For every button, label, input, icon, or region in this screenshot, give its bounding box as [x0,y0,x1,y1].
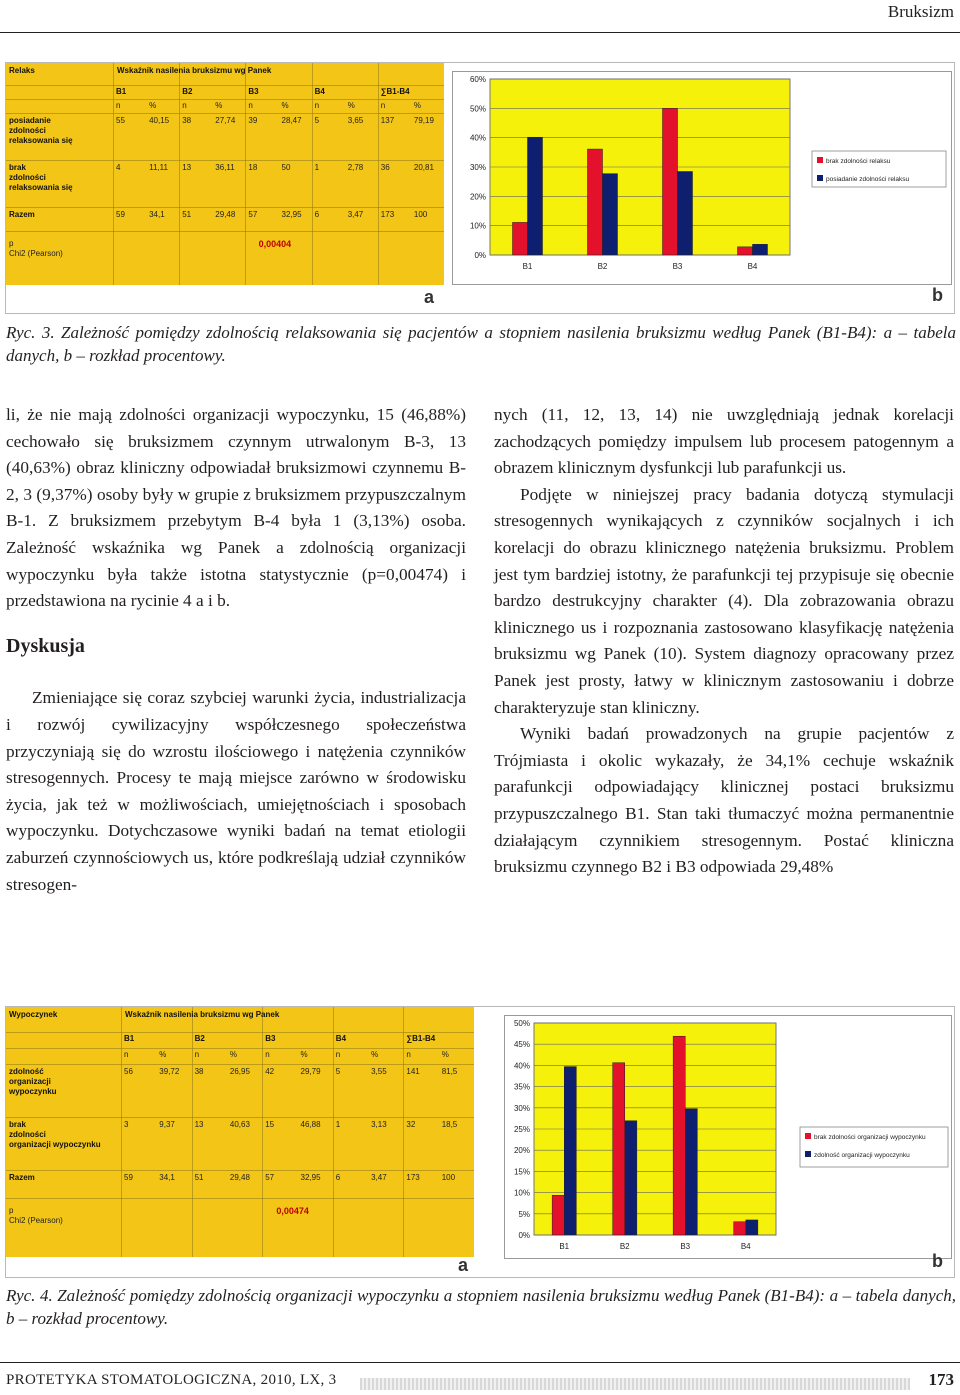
x-tick-label: B4 [747,262,758,271]
table-subheader: % [413,101,422,110]
fig3-caption: Ryc. 3. Zależność pomiędzy zdolnością relaksowania się pacjentów a stopniem nasilenia bruksizmu według Panek (B1-B4): a – tabela danych, b – rozkład procentowy. [6,323,956,365]
table-cell: 9,37 [159,1120,175,1129]
table-subheader: n [182,101,187,110]
y-tick-label: 10% [469,221,486,231]
table-cell: 18 [248,163,258,172]
y-tick-label: 60% [469,75,486,84]
table-cell: 34,1 [149,210,165,219]
table-subheader: n [406,1050,411,1059]
table-cell: 3,65 [347,116,364,125]
table-cell: 36 [380,163,390,172]
left-column [6,402,466,898]
table-cell: 40,15 [149,116,170,125]
table-cell: 6 [335,1173,341,1182]
right-paragraph-3: Wyniki badań prowadzonych na grupie pacjentów z Trójmiasta i okolic wykazały, że 34,1% cechuje wskaźnik parafunkcji odpowiadający klinicznej postaci bruksizmu przypuszczalnego B1. Stan taki tłumaczyć można permanentnie działającym czynnikiem stresogennym. Postać kliniczna bruksizmu czynnego B2 i B3 odpowiada 29,48% [494,724,954,877]
table-subheader: % [215,101,223,110]
table-cell: 3,13 [371,1120,387,1129]
table-cell: 11,11 [149,163,168,172]
table-cell: 79,19 [413,116,434,125]
x-tick-label: B2 [619,1242,630,1251]
table-cell: 18,5 [441,1120,458,1129]
table-subheader: % [441,1050,449,1059]
page-number: 173 [928,1370,954,1389]
figure-4 [5,1006,955,1278]
table-row-label: zdolności [9,1130,46,1139]
table-row-label: relaksowania się [9,183,73,192]
table-cell: 57 [248,210,258,219]
table-group-header: B1 [124,1034,135,1043]
y-tick-label: 40% [513,1061,530,1071]
fig4-caption: Ryc. 4. Zależność pomiędzy zdolnością organizacji wypoczynku a stopniem nasilenia bruksizmu według Panek (B1-B4): a – tabela danych, b – rozkład procentowy. [6,1286,956,1328]
table-cell: 5 [314,116,320,125]
table-group-header: B1 [116,87,127,96]
y-tick-label: 25% [513,1125,530,1134]
table-cell: 32,95 [281,210,302,219]
table-gridline [192,1007,193,1257]
table-subheader: % [347,101,355,110]
table-row-label: wypoczynku [9,1087,57,1096]
table-cell: 28,47 [281,116,302,125]
table-title: Wskaźnik nasilenia bruksizmu wg Panek [117,66,272,75]
header-rule [0,32,960,33]
table-cell: 32 [406,1120,416,1129]
table-cell: 4 [116,163,121,172]
table-cell: 51 [182,210,192,219]
table-cell: 59 [116,210,125,219]
table-cell: 34,1 [159,1173,175,1182]
table-stat-p-label: p [9,1206,14,1215]
table-cell: 3 [124,1120,129,1129]
table-cell: 20,81 [413,163,434,172]
table-subheader: % [159,1050,167,1059]
table-row-label: brak [9,1120,26,1129]
table-row-label: organizacji wypoczynku [9,1140,101,1149]
table-subheader: n [194,1050,200,1059]
table-cell: 2,78 [347,163,364,172]
fig4-chart [504,1015,952,1259]
table-corner-label: Wypoczynek [9,1010,58,1019]
table-gridline [179,63,180,285]
table-cell: 141 [406,1067,420,1076]
table-row-label: Razem [9,210,35,219]
table-cell: 173 [380,210,395,219]
table-subheader: n [335,1050,341,1059]
table-cell: 50 [281,163,291,172]
table-subheader: n [124,1050,129,1059]
table-cell: 15 [265,1120,275,1129]
table-cell: 100 [441,1173,456,1182]
table-cell: 13 [182,163,192,172]
x-tick-label: B3 [672,262,683,271]
table-cell: 59 [124,1173,133,1182]
table-cell: 26,95 [229,1067,250,1076]
table-gridline [333,1007,334,1257]
table-gridline [113,63,114,285]
footer-rule [0,1362,960,1363]
table-cell: 81,5 [441,1067,458,1076]
table-p-value: 0,00474 [276,1206,309,1216]
table-subheader: % [371,1050,379,1059]
x-tick-label: B3 [680,1242,691,1251]
table-row-label: zdolności [9,173,46,182]
table-group-header: ∑B1-B4 [380,87,410,96]
x-tick-label: B2 [597,262,608,271]
table-group-header: ∑B1-B4 [406,1034,436,1043]
table-group-header: B3 [265,1034,276,1043]
table-gridline [245,63,246,285]
table-cell: 29,48 [215,210,236,219]
table-subheader: n [314,101,320,110]
y-tick-label: 5% [518,1209,530,1219]
table-cell: 56 [124,1067,133,1076]
y-tick-label: 15% [513,1167,530,1177]
figure-3 [5,62,955,314]
table-cell: 46,88 [300,1120,321,1129]
table-cell: 27,74 [215,116,236,125]
fig4-data-table [6,1007,474,1257]
y-tick-label: 0% [474,251,486,260]
x-tick-label: B4 [740,1242,751,1251]
y-tick-label: 45% [513,1040,530,1050]
table-cell: 1 [314,163,320,172]
table-cell: 36,11 [215,163,235,172]
left-paragraph-1: li, że nie mają zdolności organizacji wypoczynku, 15 (46,88%) cechowało się bruksizmem czynnym utrwalonym B-3, 13 (40,63%) obraz kliniczny odpowiadał bruksizmowi czynnemu B-2, 3 (9,37%) osoby były w grupie z bruksizmem przypuszczalnym B-1. Z bruksizmem przebytym B-4 była 1 (3,13%) osoba. Zależność wskaźnika wg Panek a zdolnością organizacji wypoczynku była także istotna statystycznie (p=0,00474) i przedstawiona na rycinie 4 a i b. [6,405,466,611]
table-cell: 39,72 [159,1067,180,1076]
table-stat-label: Chi2 (Pearson) [9,1216,63,1225]
table-cell: 40,63 [229,1120,250,1129]
fig4-panel-b-label: b [932,1251,943,1271]
table-cell: 38 [194,1067,204,1076]
table-subheader: % [300,1050,308,1059]
legend-label: brak zdolności organizacji wypoczynku [814,1134,926,1141]
table-stat-p-label: p [9,239,14,248]
y-tick-label: 20% [513,1146,530,1156]
y-tick-label: 35% [513,1082,530,1092]
table-cell: 51 [194,1173,204,1182]
table-cell: 6 [314,210,320,219]
table-row-label: posiadanie [9,116,51,125]
table-row-label: brak [9,163,26,172]
right-column [494,402,954,881]
table-gridline [312,63,313,285]
x-tick-label: B1 [559,1242,570,1251]
section-heading-dyskusja: Dyskusja [6,634,85,657]
table-group-header: B3 [248,87,259,96]
table-cell: 1 [335,1120,341,1129]
fig3-panel-b-label: b [932,285,943,305]
table-subheader: % [229,1050,238,1059]
table-row-label: relaksowania się [9,136,73,145]
table-group-header: B2 [182,87,193,96]
table-row-label: zdolności [9,126,46,135]
table-group-header: B4 [335,1034,347,1043]
table-p-value: 0,00404 [258,239,292,249]
fig3-chart-frame [452,71,952,285]
y-tick-label: 30% [469,163,486,172]
table-cell: 29,79 [300,1067,321,1076]
right-paragraph-2: Podjęte w niniejszej pracy badania dotyczą stymulacji stresogennych wynikających z czynników socjalnych i ich korelacji do obrazu klinicznego natężenia bruksizmu. Problem jest tym bardziej istotny, że parafunkcji tej przypisuje się obecnie bardzo destrukcyjny charakter (4). Dla zobrazowania obrazu klinicznego us i rozpoznania zastosowano klasyfikację natężenia bruksizmu wg Panek (10). System diagnozy opracowany przez Panek jest prosty, łatwy w klinicznym zastosowaniu i dobrze charakteryzuje stan kliniczny. [494,484,954,717]
table-group-header: B4 [314,87,325,96]
x-tick-label: B1 [522,262,533,271]
table-cell: 13 [194,1120,204,1129]
table-group-header: B2 [194,1034,205,1043]
y-tick-label: 50% [513,1019,530,1028]
table-row-label: zdolność [9,1067,44,1076]
table-cell: 137 [380,116,395,125]
fig4-chart-frame [504,1015,952,1259]
fig3-chart [452,71,952,285]
right-paragraph-1: nych (11, 12, 13, 14) nie uwzględniają jednak korelacji zachodzących pomiędzy impulsem lub procesem patogennym a obrazem klinicznym dysfunkcji lub parafunkcji us. [494,405,954,478]
table-cell: 3,55 [371,1067,387,1076]
table-gridline [378,63,379,285]
journal-citation: PROTETYKA STOMATOLOGICZNA, 2010, LX, 3 [6,1372,337,1388]
fig3-data-table [6,63,444,285]
legend-label: posiadanie zdolności relaksu [826,176,910,183]
table-row-label: organizacji [9,1077,51,1086]
table-cell: 173 [406,1173,420,1182]
table-gridline [262,1007,263,1257]
footer-decoration [360,1378,910,1390]
fig3-panel-a-label: a [424,287,435,307]
table-cell: 55 [116,116,125,125]
table-cell: 42 [265,1067,275,1076]
legend-label: zdolność organizacji wypoczynku [814,1152,910,1159]
table-stat-label: Chi2 (Pearson) [9,249,63,258]
table-subheader: % [149,101,157,110]
running-title: Bruksizm [887,2,954,21]
y-tick-label: 50% [469,104,486,114]
table-gridline [121,1007,122,1257]
y-tick-label: 10% [513,1188,530,1198]
table-cell: 57 [265,1173,275,1182]
table-cell: 38 [182,116,192,125]
y-tick-label: 40% [469,133,486,143]
table-cell: 5 [335,1067,341,1076]
table-row-label: Razem [9,1173,35,1182]
legend-label: brak zdolności relaksu [826,158,891,165]
table-cell: 3,47 [371,1173,387,1182]
table-gridline [403,1007,404,1257]
table-subheader: n [380,101,386,110]
y-tick-label: 30% [513,1103,530,1113]
table-subheader: % [281,101,289,110]
y-tick-label: 20% [469,192,486,202]
table-cell: 100 [413,210,428,219]
y-tick-label: 0% [518,1231,530,1240]
table-corner-label: Relaks [9,66,35,75]
table-cell: 29,48 [229,1173,250,1182]
fig4-panel-a-label: a [458,1255,469,1275]
left-paragraph-2: Zmieniające się coraz szybciej warunki życia, industrializacja i rozwój cywilizacyjny współczesnego społeczeństwa przyczyniają się do wzrostu ilościowego i natężenia czynników stresogennych. Procesy te mają miejsce zarówno w środowisku życia, jak też w możliwościach, umiejętnościach i sposobach wypoczynku. Dotychczasowe wyniki badań na temat etiologii zaburzeń czynnościowych us, które podkreślają udział czynników stresogen- [6,688,466,894]
table-cell: 32,95 [300,1173,321,1182]
table-subheader: n [265,1050,270,1059]
table-subheader: n [248,101,253,110]
table-subheader: n [116,101,121,110]
table-cell: 3,47 [347,210,364,219]
table-cell: 39 [248,116,258,125]
table-title: Wskaźnik nasilenia bruksizmu wg Panek [125,1010,280,1019]
